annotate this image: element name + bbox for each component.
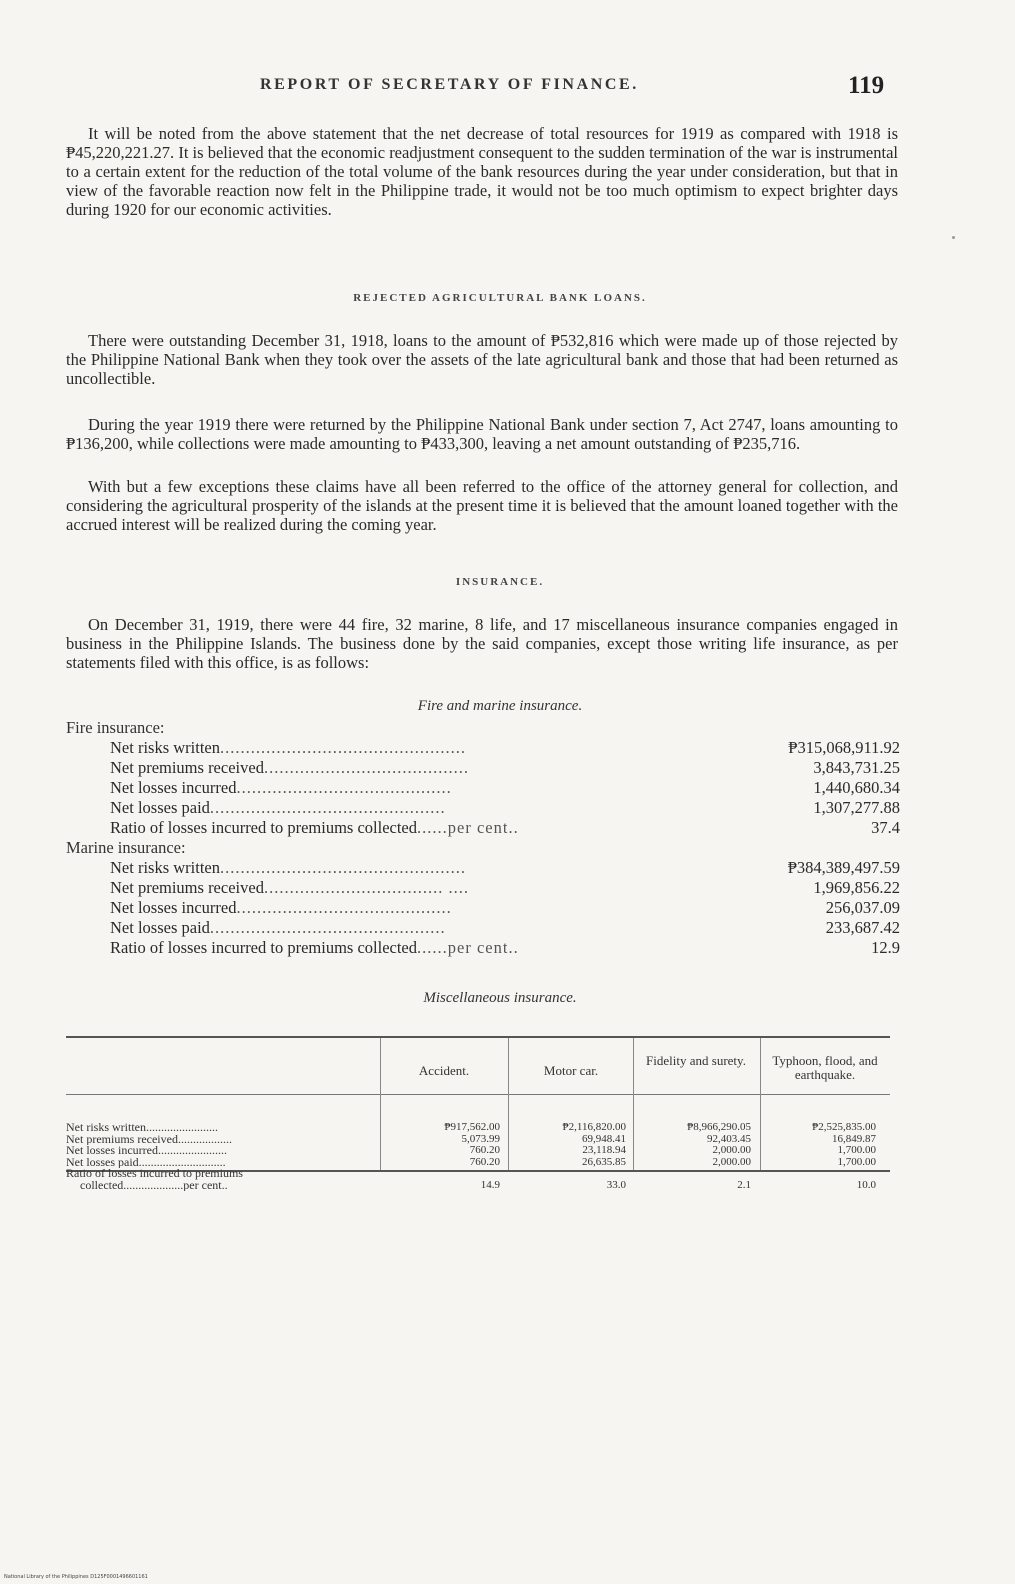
table-header-rule xyxy=(66,1094,890,1095)
table-column-divider xyxy=(760,1038,761,1170)
marine-row xyxy=(110,938,900,957)
fire-row xyxy=(110,798,900,817)
column-header-typhoon: Typhoon, flood, and earthquake. xyxy=(772,1053,878,1082)
table-top-rule xyxy=(66,1036,890,1038)
rejected-loans-paragraph-3: With but a few exceptions these claims have all been referred to the office of the attorney general for collection, and considering the agricultural prosperity of the islands at the present time it is believed that the amount loaned together with the accrued interest will be realized during the coming year. xyxy=(66,477,898,534)
fire-row xyxy=(110,738,900,757)
marine-row-label: Net losses paid xyxy=(110,918,210,937)
leader-dots: ......per cent.. xyxy=(417,818,519,837)
leader-dots: ......per cent.. xyxy=(417,938,519,957)
cell: 1,700.00 xyxy=(837,1144,876,1156)
marine-row-value: ₱384,389,497.59 xyxy=(787,858,900,877)
fire-row-value: 3,843,731.25 xyxy=(813,758,900,777)
footer-source: National Library of the Philippines D125F0001496601161 xyxy=(4,1574,148,1580)
cell: ₱2,116,820.00 xyxy=(562,1121,626,1133)
leader-dots: .............................................. xyxy=(209,798,446,817)
marine-row xyxy=(110,918,900,937)
column-header-motor-car: Motor car. xyxy=(543,1063,599,1078)
cell: 1,700.00 xyxy=(837,1155,876,1168)
row-label-ratio: Ratio of losses incurred to premiums xyxy=(66,1168,243,1180)
marine-row-value: 12.9 xyxy=(871,938,900,957)
fidelity-values xyxy=(637,1122,751,1192)
row-label-losses-paid: Net losses paid............................. xyxy=(66,1156,226,1168)
motor-car-values xyxy=(512,1122,626,1192)
fire-row-value: 1,440,680.34 xyxy=(813,778,900,797)
cell: 23,118.94 xyxy=(582,1144,626,1156)
marine-row-label: Net premiums received xyxy=(110,878,264,897)
table-column-divider xyxy=(380,1038,381,1170)
leader-dots: .......................................... xyxy=(236,898,452,917)
marine-row xyxy=(110,878,900,897)
fire-row xyxy=(110,778,900,797)
leader-dots: ................................... .... xyxy=(263,878,469,897)
row-label-risks: Net risks written........................ xyxy=(66,1122,218,1134)
misc-row-labels xyxy=(66,1122,376,1191)
fire-row-value: 1,307,277.88 xyxy=(813,798,900,817)
cell: 5,073.99 xyxy=(461,1132,500,1145)
scan-speck xyxy=(952,236,955,239)
rejected-loans-paragraph-2: During the year 1919 there were returned by the Philippine National Bank under section 7, Act 2747, loans amounting to ₱136,200, while collections were made amounting to ₱433,300, leaving a net amount outstanding of ₱235,716. xyxy=(66,415,898,453)
rejected-loans-heading: REJECTED AGRICULTURAL BANK LOANS. xyxy=(353,292,647,304)
leader-dots: .......................................... xyxy=(236,778,452,797)
marine-row xyxy=(110,898,900,917)
row-label-ratio-cont: collected....................per cent.. xyxy=(80,1179,228,1191)
fire-row-label: Net losses paid xyxy=(110,798,210,817)
cell: 760.20 xyxy=(469,1155,500,1168)
accident-values xyxy=(384,1122,500,1192)
fire-row xyxy=(110,818,900,837)
cell-ratio: 2.1 xyxy=(737,1179,751,1191)
column-header-accident: Accident. xyxy=(418,1063,470,1078)
cell: ₱2,525,835.00 xyxy=(812,1121,876,1133)
page-number: 119 xyxy=(848,72,885,99)
cell: 92,403.45 xyxy=(707,1132,751,1145)
marine-row-value: 233,687.42 xyxy=(825,918,900,937)
cell-ratio: 10.0 xyxy=(856,1179,876,1191)
row-label-premiums: Net premiums received.................. xyxy=(66,1133,232,1145)
leader-dots: ................................................ xyxy=(219,858,466,877)
column-header-fidelity: Fidelity and surety. xyxy=(646,1053,746,1068)
table-column-divider xyxy=(633,1038,634,1170)
cell: 16,849.87 xyxy=(832,1132,876,1145)
insurance-paragraph: On December 31, 1919, there were 44 fire, 32 marine, 8 life, and 17 miscellaneous insurance companies engaged in business in the Philippine Islands. The business done by the said companies, except those writing life insurance, as per statements filed with this office, is as follows: xyxy=(66,615,898,672)
fire-row-value: ₱315,068,911.92 xyxy=(788,738,900,757)
marine-row xyxy=(110,858,900,877)
typhoon-values xyxy=(764,1122,876,1192)
rejected-loans-paragraph-1: There were outstanding December 31, 1918, loans to the amount of ₱532,816 which were made up of those rejected by the Philippine National Bank when they took over the assets of the late agricultural bank and those that had been returned as uncollectible. xyxy=(66,331,898,388)
cell: 2,000.00 xyxy=(712,1144,751,1156)
fire-row-label: Ratio of losses incurred to premiums collected xyxy=(110,818,418,837)
fire-row-label: Net premiums received xyxy=(110,758,264,777)
cell: 26,635.85 xyxy=(582,1155,626,1168)
marine-row-value: 256,037.09 xyxy=(825,898,900,917)
cell: ₱8,966,290.05 xyxy=(687,1121,751,1133)
leader-dots: ................................................ xyxy=(219,738,466,757)
leader-dots: ........................................ xyxy=(263,758,469,777)
cell: 2,000.00 xyxy=(712,1155,751,1168)
marine-insurance-label: Marine insurance: xyxy=(66,838,186,857)
marine-row-label: Net risks written xyxy=(110,858,220,877)
fire-row-label: Net losses incurred xyxy=(110,778,237,797)
marine-row-label: Net losses incurred xyxy=(110,898,237,917)
intro-paragraph: It will be noted from the above statement that the net decrease of total resources for 1919 as compared with 1918 is ₱45,220,221.27. It is believed that the economic readjustment consequent to the sudden termination of the war is instrumental to a certain extent for the reduction of the total volume of the bank resources during the year under consideration, but that in view of the favorable reaction now felt in the Philippine trade, it would not be too much optimism to expect brighter days during 1920 for our economic activities. xyxy=(66,124,898,219)
cell-ratio: 33.0 xyxy=(606,1179,626,1191)
table-column-divider xyxy=(508,1038,509,1170)
cell: 69,948.41 xyxy=(582,1132,626,1145)
running-header: REPORT OF SECRETARY OF FINANCE. xyxy=(260,76,639,93)
marine-row-value: 1,969,856.22 xyxy=(813,878,900,897)
marine-row-label: Ratio of losses incurred to premiums collected xyxy=(110,938,418,957)
fire-row xyxy=(110,758,900,777)
fire-row-value: 37.4 xyxy=(871,818,900,837)
cell: ₱917,562.00 xyxy=(444,1121,500,1133)
misc-title: Miscellaneous insurance. xyxy=(423,990,577,1006)
leader-dots: .............................................. xyxy=(209,918,446,937)
fire-row-label: Net risks written xyxy=(110,738,220,757)
cell: 760.20 xyxy=(469,1144,500,1156)
insurance-heading: INSURANCE. xyxy=(455,576,545,588)
row-label-losses-incurred: Net losses incurred....................... xyxy=(66,1145,227,1157)
fire-marine-title: Fire and marine insurance. xyxy=(417,698,583,714)
fire-insurance-label: Fire insurance: xyxy=(66,718,165,737)
cell-ratio: 14.9 xyxy=(480,1179,500,1191)
